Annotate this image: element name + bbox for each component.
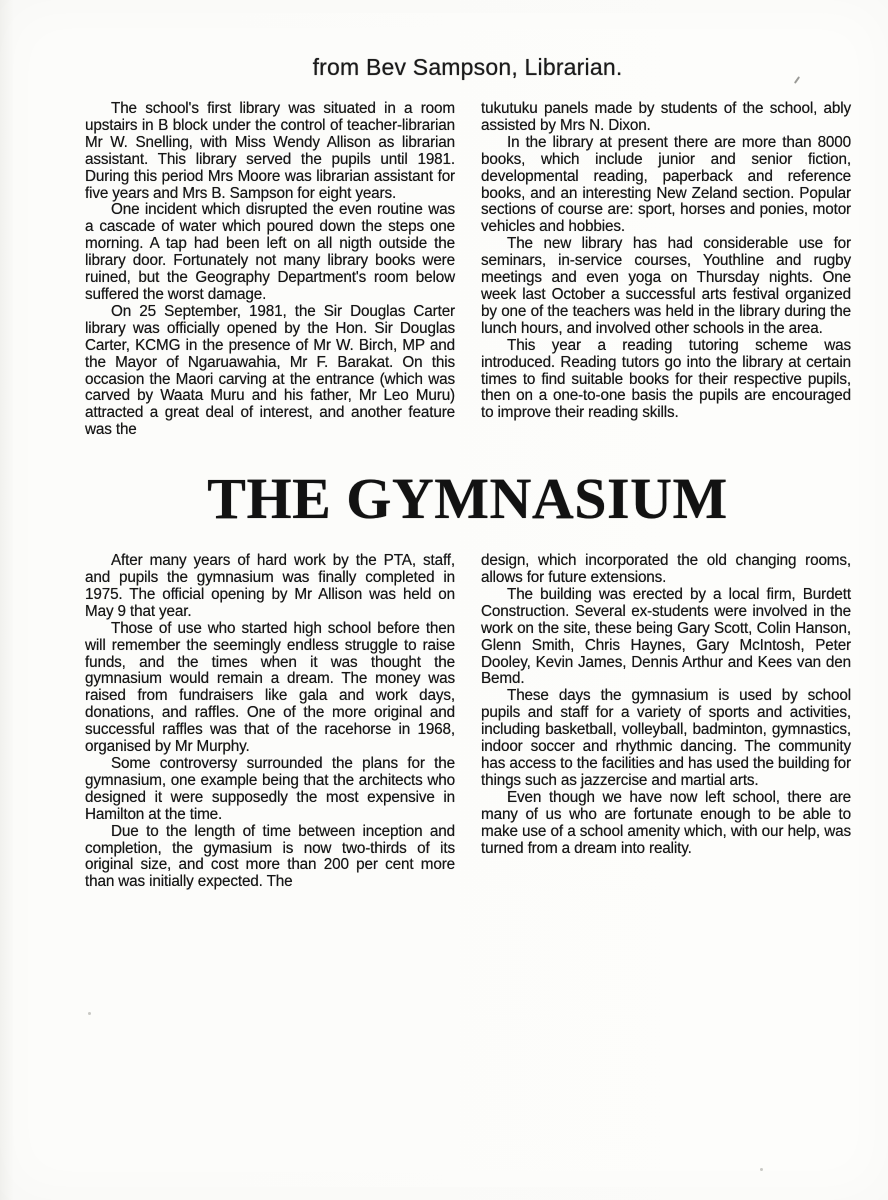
scan-speck	[88, 1012, 91, 1015]
gym-paragraph-3: Some controversy surrounded the plans for the gymnasium, one example being that the architects who designed it were supposedly the most expensive in Hamilton at the time.	[85, 755, 455, 823]
gym-paragraph-7: Even though we have now left school, there are many of us who are fortunate enough to be able to make use of a school amenity which, with our help, was turned from a dream into reality.	[481, 788, 851, 857]
gym-paragraph-4: Due to the length of time between inception and completion, the gymasium is now two-thirds of its original size, and cost more than 200 per cent more than was initially expected. The	[85, 822, 455, 891]
gym-paragraph-1: After many years of hard work by the PTA, staff, and pupils the gymnasium was finally completed in 1975. The official opening by Mr Allison was held on May 9 that year.	[85, 552, 455, 620]
library-paragraph-1: The school's first library was situated in a room upstairs in B block under the control of teacher-librarian Mr W. Snelling, with Miss Wendy Allison as librarian assistant. This library served the pupils until 1981. During this period Mrs Moore was librarian assistant for five years and Mrs B. Sampson for eight years.	[85, 100, 455, 202]
library-left-column	[85, 101, 455, 439]
library-paragraph-6: This year a reading tutoring scheme was introduced. Reading tutors go into the library at certain times to find suitable books for their respective pupils, then on a one-to-one basis the pupils are encouraged to improve their reading skills.	[481, 336, 851, 422]
gym-paragraph-6: These days the gymnasium is used by school pupils and staff for a variety of sports and activities, including basketball, volleyball, badminton, gymnastics, indoor soccer and rhythmic dancing. The community has access to the facilities and has used the building for things such as jazzercise and martial arts.	[481, 687, 851, 789]
library-paragraph-3-continued: tukutuku panels made by students of the school, ably assisted by Mrs N. Dixon.	[481, 100, 851, 134]
gym-paragraph-2: Those of use who started high school before then will remember the seemingly endless struggle to raise funds, and the times when it was thought the gymnasium would remain a dream. The money was raised from fundraisers like gala and work days, donations, and raffles. One of the more original and successful raffles was that of the racehorse in 1968, organised by Mr Murphy.	[85, 619, 455, 756]
library-right-column	[481, 101, 851, 439]
gym-article	[85, 553, 850, 891]
library-paragraph-4: In the library at present there are more than 8000 books, which include junior and senior fiction, developmental reading, paperback and reference books, and an interesting New Zeland section. Popular sections of course are: sport, horses and ponies, motor vehicles and hobbies.	[481, 133, 851, 236]
scan-speck	[760, 1168, 763, 1171]
gym-paragraph-5: The building was erected by a local firm, Burdett Construction. Several ex-students were involved in the work on the site, these being Gary Scott, Colin Hanson, Glenn Smith, Chris Haynes, Gary McIntosh, Peter Dooley, Kevin James, Dennis Arthur and Kees van den Bemd.	[481, 585, 851, 688]
header-row	[85, 54, 850, 81]
gym-section-heading: THE GYMNASIUM	[207, 466, 728, 532]
scan-artifact	[794, 76, 800, 84]
gym-right-column	[481, 553, 851, 891]
library-article	[85, 101, 850, 439]
library-paragraph-5: The new library has had considerable use for seminars, in-service courses, Youthline and rugby meetings and even yoga on Thursday nights. One week last October a successful arts festival organized by one of the teachers was held in the library during the lunch hours, and involved other schools in the area.	[481, 235, 851, 337]
library-paragraph-3: On 25 September, 1981, the Sir Douglas Carter library was officially opened by the Hon. Sir Douglas Carter, KCMG in the presence of Mr W. Birch, MP and the Mayor of Ngaruawahia, Mr F. Barakat. On this occasion the Maori carving at the entrance (which was carved by Waata Muru and his father, Mr Leo Muru) attracted a great deal of interest, and another feature was the	[85, 302, 455, 439]
library-paragraph-2: One incident which disrupted the even routine was a cascade of water which poured down the steps one morning. A tap had been left on all nigth outside the library door. Fortunately not many library books were ruined, but the Geography Department's room below suffered the worst damage.	[85, 201, 455, 303]
article-byline: from Bev Sampson, Librarian.	[312, 54, 623, 80]
gym-paragraph-4-continued: design, which incorporated the old changing rooms, allows for future extensions.	[481, 552, 851, 587]
gym-left-column	[85, 553, 455, 891]
